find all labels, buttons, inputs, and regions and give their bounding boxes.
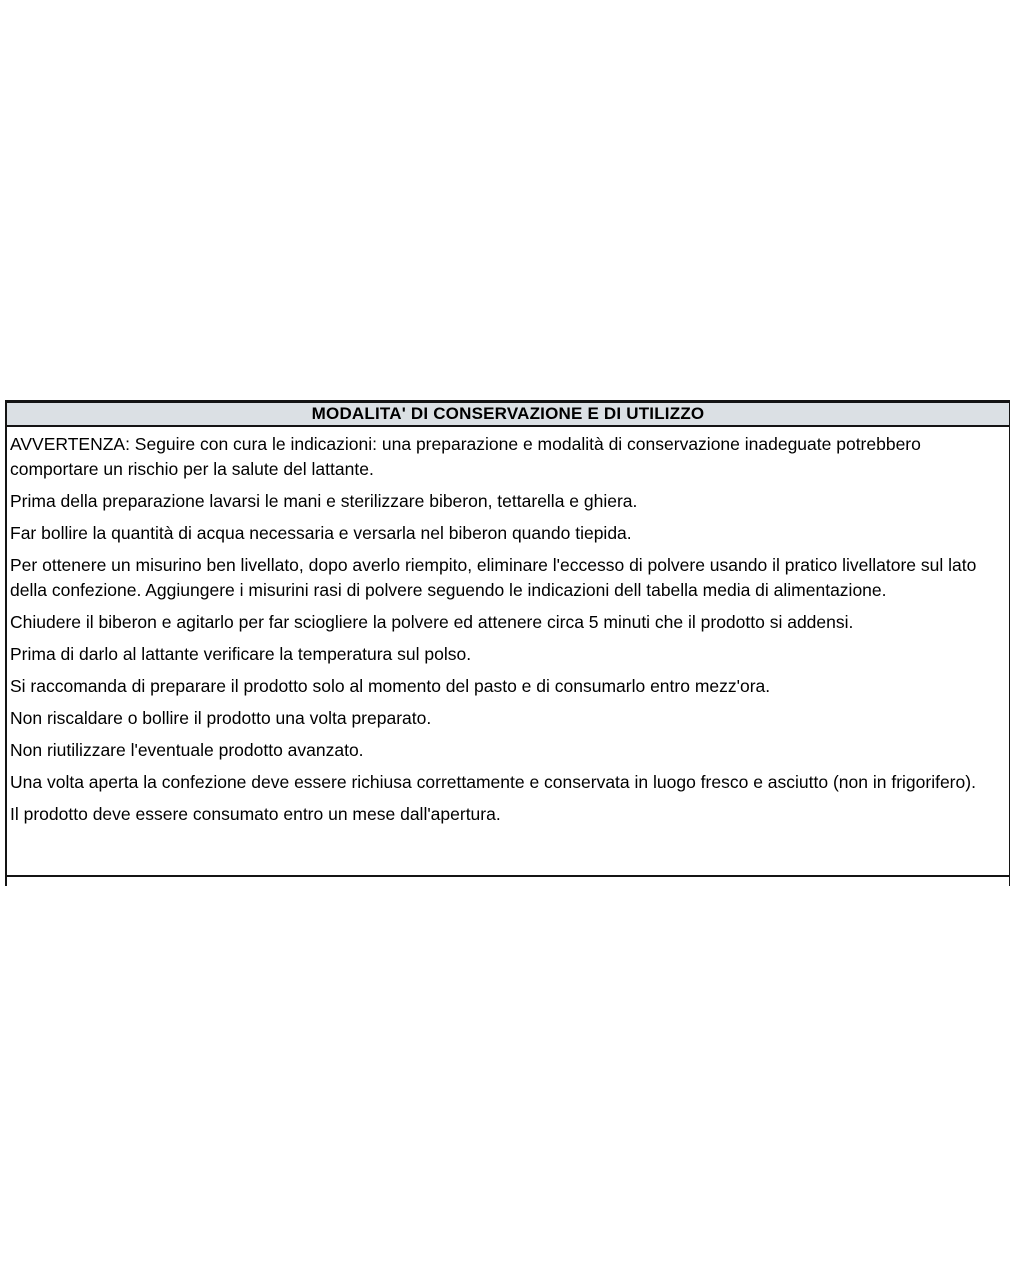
instruction-paragraph: Chiudere il biberon e agitarlo per far sciogliere la polvere ed attenere circa 5 minuti che il prodotto si addensi.: [10, 612, 854, 632]
clipped-empty-row: [5, 877, 1010, 886]
instruction-paragraph: Una volta aperta la confezione deve essere richiusa correttamente e conservata in luogo fresco e asciutto (non in frigorifero).: [10, 772, 976, 792]
instruction-paragraph: Far bollire la quantità di acqua necessaria e versarla nel biberon quando tiepida.: [10, 523, 632, 543]
instruction-paragraph: Il prodotto deve essere consumato entro un mese dall'apertura.: [10, 804, 501, 824]
instruction-paragraph: Non riscaldare o bollire il prodotto una volta preparato.: [10, 708, 432, 728]
instruction-paragraph-warning: AVVERTENZA: Seguire con cura le indicazioni: una preparazione e modalità di conservazione inadeguate potrebbero comportare un rischio per la salute del lattante.: [10, 434, 921, 479]
instruction-paragraph: Prima di darlo al lattante verificare la temperatura sul polso.: [10, 644, 472, 664]
instruction-paragraph: Prima della preparazione lavarsi le mani e sterilizzare biberon, tettarella e ghiera.: [10, 491, 638, 511]
table-header: MODALITA' DI CONSERVAZIONE E DI UTILIZZO: [5, 400, 1010, 427]
instruction-paragraph: Si raccomanda di preparare il prodotto solo al momento del pasto e di consumarlo entro mezz'ora.: [10, 676, 771, 696]
instruction-paragraph: Per ottenere un misurino ben livellato, dopo averlo riempito, eliminare l'eccesso di polvere usando il pratico livellatore sul lato della confezione. Aggiungere i misurini rasi di polvere seguendo le indicazioni dell tabella media di alimentazione.: [10, 555, 977, 600]
instructions-cell: [5, 427, 1010, 877]
instruction-paragraph: Non riutilizzare l'eventuale prodotto avanzato.: [10, 740, 364, 760]
conservation-usage-table: [5, 400, 1010, 886]
